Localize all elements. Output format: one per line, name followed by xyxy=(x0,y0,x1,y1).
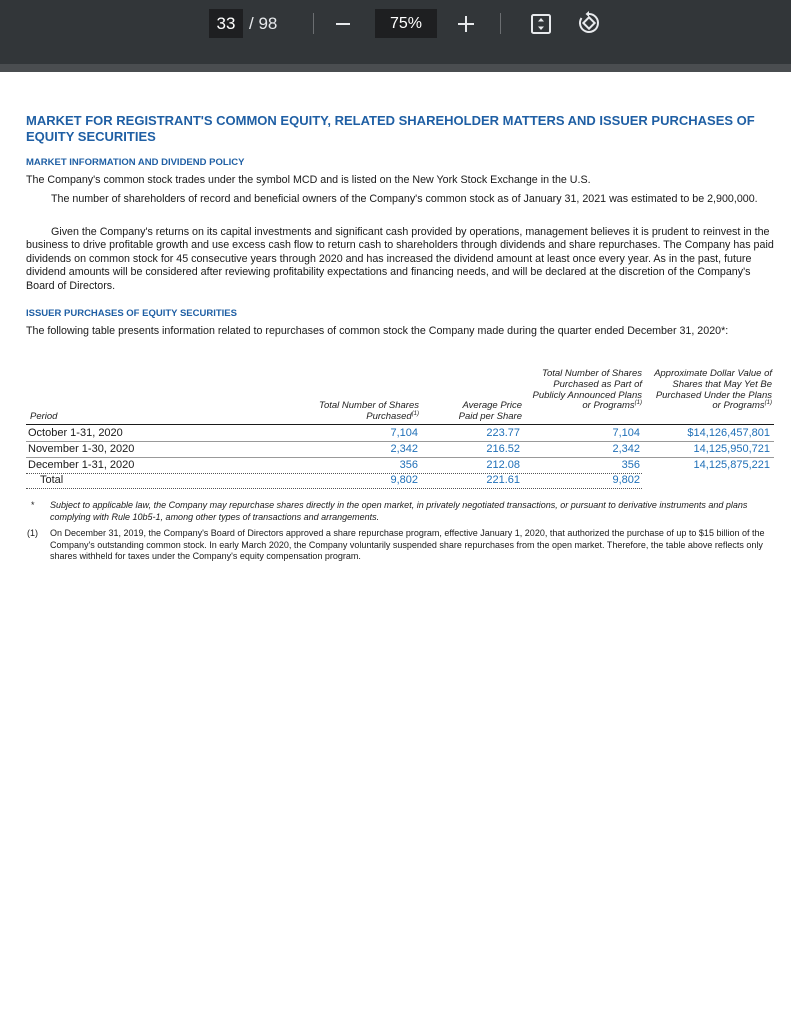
footnote-one: On December 31, 2019, the Company's Board of Directors approved a share repurchase program, effective January 1, 2020, that authorized the purchase of up to $15 billion of the Company's outstanding common stock. In early March 2020, the Company voluntarily suspended share repurchases from the open market. Therefore, the table above reflects only shares withheld for taxes under the Company's equity compensation program. xyxy=(50,528,765,562)
table-row-period: November 1-30, 2020 xyxy=(28,443,135,455)
cell-total-shares: 356 xyxy=(399,459,418,471)
document-page xyxy=(0,72,791,1024)
cell-plan-shares-sum: 9,802 xyxy=(612,474,640,486)
footnote-star: Subject to applicable law, the Company may repurchase shares directly in the open market, in privately negotiated transactions, or pursuant to derivative instruments and plans complying with Rule 10b5-1, among other types of transactions and arrangements. xyxy=(50,500,748,522)
table-row-period: December 1-31, 2020 xyxy=(28,459,135,471)
cell-average-price: 216.52 xyxy=(486,443,520,455)
rotate-icon xyxy=(576,10,602,36)
cell-plan-shares: 2,342 xyxy=(612,443,640,455)
section-heading-dividend: MARKET INFORMATION AND DIVIDEND POLICY xyxy=(26,157,245,168)
row-divider xyxy=(26,441,774,442)
cell-approx-value: $14,126,457,801 xyxy=(687,427,770,439)
table-row-period: October 1-31, 2020 xyxy=(28,427,123,439)
header-approx-value: Approximate Dollar Value of Shares that May Yet Be Purchased Under the Plans or Programs$^{(1)}$ xyxy=(654,368,772,412)
cell-plan-shares: 7,104 xyxy=(612,427,640,439)
footnote-one-mark: (1) xyxy=(27,528,38,538)
header-average-price: Average Price Paid per Share xyxy=(458,400,522,422)
fit-page-button[interactable] xyxy=(530,13,552,35)
header-total-shares: Total Number of Shares Purchased$^{(1)}$ xyxy=(319,400,419,422)
page-title: MARKET FOR REGISTRANT'S COMMON EQUITY, RELATED SHAREHOLDER MATTERS AND ISSUER PURCHASES OF EQUITY SECURITIES xyxy=(26,113,755,144)
page-number-input[interactable]: 33 xyxy=(209,9,243,38)
cell-average-price: 223.77 xyxy=(486,427,520,439)
cell-total-shares: 7,104 xyxy=(390,427,418,439)
table-total-label: Total xyxy=(40,474,64,486)
header-plan-shares: Total Number of Shares Purchased as Part of Publicly Announced Plans or Programs$^{(1)}$ xyxy=(532,368,642,412)
paragraph-dividends: Given the Company's returns on its capital investments and significant cash provided by operations, management believes it is prudent to reinvest in the business to drive profitable growth and use excess cash flow to return cash to shareholders through dividends and share repurchases. The Company has paid dividends on common stock for 45 consecutive years through 2020 and has increased the dividend amount at least once every year. As in the past, future dividend amounts will be considered after reviewing profitability expectations and financing needs, and will be declared at the discretion of the Company's Board of Directors. xyxy=(26,226,774,292)
toolbar-divider xyxy=(500,13,501,34)
paragraph-shareholders: The number of shareholders of record and beneficial owners of the Company's common stock as of January 31, 2021 was estimated to be 2,900,000. xyxy=(51,193,758,205)
zoom-level-input[interactable]: 75% xyxy=(375,9,437,38)
toolbar-shadow xyxy=(0,64,791,72)
toolbar-divider xyxy=(313,13,314,34)
footnote-star-mark: * xyxy=(31,500,35,510)
paragraph-table-intro: The following table presents information related to repurchases of common stock the Company made during the quarter ended December 31, 2020*: xyxy=(26,325,729,337)
page-total-label: / 98 xyxy=(249,14,278,33)
header-period: Period xyxy=(30,411,58,422)
rotate-button[interactable] xyxy=(576,10,602,36)
cell-approx-value: 14,125,950,721 xyxy=(693,443,770,455)
section-heading-repurchases: ISSUER PURCHASES OF EQUITY SECURITIES xyxy=(26,308,237,319)
total-bottom-rule xyxy=(26,488,642,489)
zoom-in-button[interactable] xyxy=(455,9,477,38)
row-divider xyxy=(26,457,774,458)
zoom-out-button[interactable] xyxy=(333,9,353,38)
cell-average-price: 212.08 xyxy=(486,459,520,471)
table-header-rule xyxy=(26,424,774,425)
cell-approx-value: 14,125,875,221 xyxy=(693,459,770,471)
cell-average-price-total: 221.61 xyxy=(486,474,520,486)
cell-total-shares: 2,342 xyxy=(390,443,418,455)
cell-plan-shares: 356 xyxy=(621,459,640,471)
pdf-toolbar xyxy=(0,0,791,72)
cell-total-shares-sum: 9,802 xyxy=(390,474,418,486)
fit-page-icon xyxy=(530,13,552,35)
paragraph-symbol: The Company's common stock trades under the symbol MCD and is listed on the New York Stock Exchange in the U.S. xyxy=(26,174,591,186)
